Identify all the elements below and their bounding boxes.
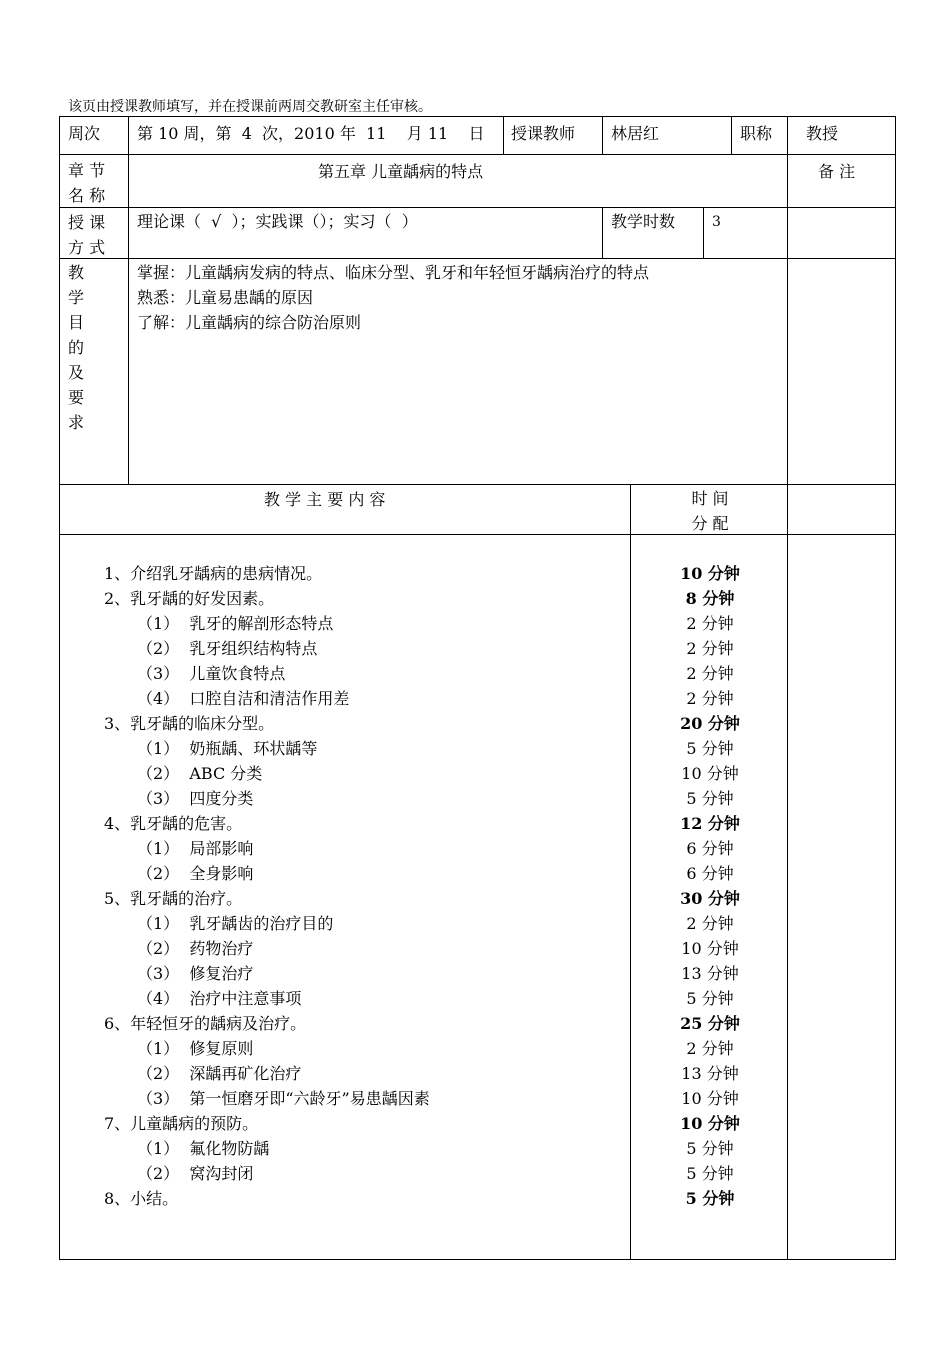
chapter-label: 章 节 名 称 (68, 161, 106, 205)
content-subitem: （1） 局部影响 (137, 839, 254, 858)
time-allocation: 2 分钟 (686, 914, 734, 933)
content-subitem: （2） 乳牙组织结构特点 (137, 639, 318, 658)
hours-value: 3 (712, 214, 721, 230)
content-header: 教 学 主 要 内 容 (264, 490, 386, 509)
content-subitem: （3） 第一恒磨牙即“六龄牙”易患龋因素 (137, 1089, 430, 1108)
content-subitem: （1） 乳牙的解剖形态特点 (137, 614, 334, 633)
time-allocation: 10 分钟 (680, 564, 740, 583)
remarks-label: 备 注 (818, 162, 856, 181)
content-section: 7、儿童龋病的预防。 (104, 1114, 259, 1133)
time-allocation-header: 时 间 分 配 (691, 489, 729, 533)
time-allocation: 8 分钟 (685, 589, 735, 608)
time-allocation: 25 分钟 (680, 1014, 740, 1033)
content-subitem: （1） 奶瓶龋、环状龋等 (137, 739, 318, 758)
objective-master: 掌握：儿童龋病发病的特点、临床分型、乳牙和年轻恒牙龋病治疗的特点 (137, 263, 650, 282)
time-allocation: 5 分钟 (686, 989, 734, 1008)
content-subitem: （3） 儿童饮食特点 (137, 664, 286, 683)
content-subitem: （2） ABC 分类 (137, 764, 263, 783)
time-allocation: 12 分钟 (680, 814, 740, 833)
time-allocation: 20 分钟 (680, 714, 740, 733)
week-value: 第 10 周，第 4 次，2010 年 11 月 11 日 (137, 124, 485, 143)
content-section: 6、年轻恒牙的龋病及治疗。 (104, 1014, 307, 1033)
content-section: 8、小结。 (104, 1189, 179, 1208)
content-section: 4、乳牙龋的危害。 (104, 814, 243, 833)
time-allocation: 13 分钟 (681, 964, 739, 983)
time-allocation: 5 分钟 (686, 739, 734, 758)
content-subitem: （1） 氟化物防龋 (137, 1139, 270, 1158)
time-allocation: 6 分钟 (686, 839, 734, 858)
content-subitem: （2） 深龋再矿化治疗 (137, 1064, 302, 1083)
time-allocation: 10 分钟 (681, 1089, 739, 1108)
content-subitem: （3） 四度分类 (137, 789, 254, 808)
content-subitem: （3） 修复治疗 (137, 964, 254, 983)
content-subitem: （2） 全身影响 (137, 864, 254, 883)
time-allocation: 6 分钟 (686, 864, 734, 883)
week-label: 周次 (68, 124, 101, 143)
time-allocation: 10 分钟 (680, 1114, 740, 1133)
teacher-name: 林居红 (611, 124, 660, 143)
objectives-label: 教 学 目 的 及 要 求 (68, 263, 85, 432)
chapter-name: 第五章 儿童龋病的特点 (318, 162, 484, 181)
time-allocation: 5 分钟 (686, 789, 734, 808)
job-title-value: 教授 (806, 124, 839, 143)
time-allocation: 2 分钟 (686, 614, 734, 633)
objective-understand: 了解：儿童龋病的综合防治原则 (137, 313, 362, 332)
time-allocation: 5 分钟 (685, 1189, 735, 1208)
method-label: 授 课 方 式 (68, 213, 106, 257)
time-allocation: 5 分钟 (686, 1139, 734, 1158)
time-allocation: 2 分钟 (686, 664, 734, 683)
content-subitem: （4） 口腔自洁和清洁作用差 (137, 689, 350, 708)
job-title-label: 职称 (740, 124, 773, 143)
content-section: 3、乳牙龋的临床分型。 (104, 714, 275, 733)
content-section: 1、介绍乳牙龋病的患病情况。 (104, 564, 323, 583)
teacher-label: 授课教师 (511, 124, 576, 143)
content-section: 5、乳牙龋的治疗。 (104, 889, 243, 908)
time-allocation: 13 分钟 (681, 1064, 739, 1083)
time-allocation: 2 分钟 (686, 639, 734, 658)
content-subitem: （2） 窝沟封闭 (137, 1164, 254, 1183)
time-allocation: 10 分钟 (681, 764, 739, 783)
content-subitem: （1） 修复原则 (137, 1039, 254, 1058)
objective-familiar: 熟悉：儿童易患龋的原因 (137, 288, 314, 307)
content-section: 2、乳牙龋的好发因素。 (104, 589, 275, 608)
method-value: 理论课（ √ ）；实践课（）；实习（ ） (137, 212, 418, 231)
content-subitem: （4） 治疗中注意事项 (137, 989, 302, 1008)
time-allocation: 2 分钟 (686, 1039, 734, 1058)
time-allocation: 5 分钟 (686, 1164, 734, 1183)
time-allocation: 30 分钟 (680, 889, 740, 908)
time-allocation: 2 分钟 (686, 689, 734, 708)
content-subitem: （2） 药物治疗 (137, 939, 254, 958)
form-instruction-note: 该页由授课教师填写，并在授课前两周交教研室主任审核。 (68, 99, 432, 115)
hours-label: 教学时数 (611, 212, 676, 231)
content-subitem: （1） 乳牙龋齿的治疗目的 (137, 914, 334, 933)
time-allocation: 10 分钟 (681, 939, 739, 958)
